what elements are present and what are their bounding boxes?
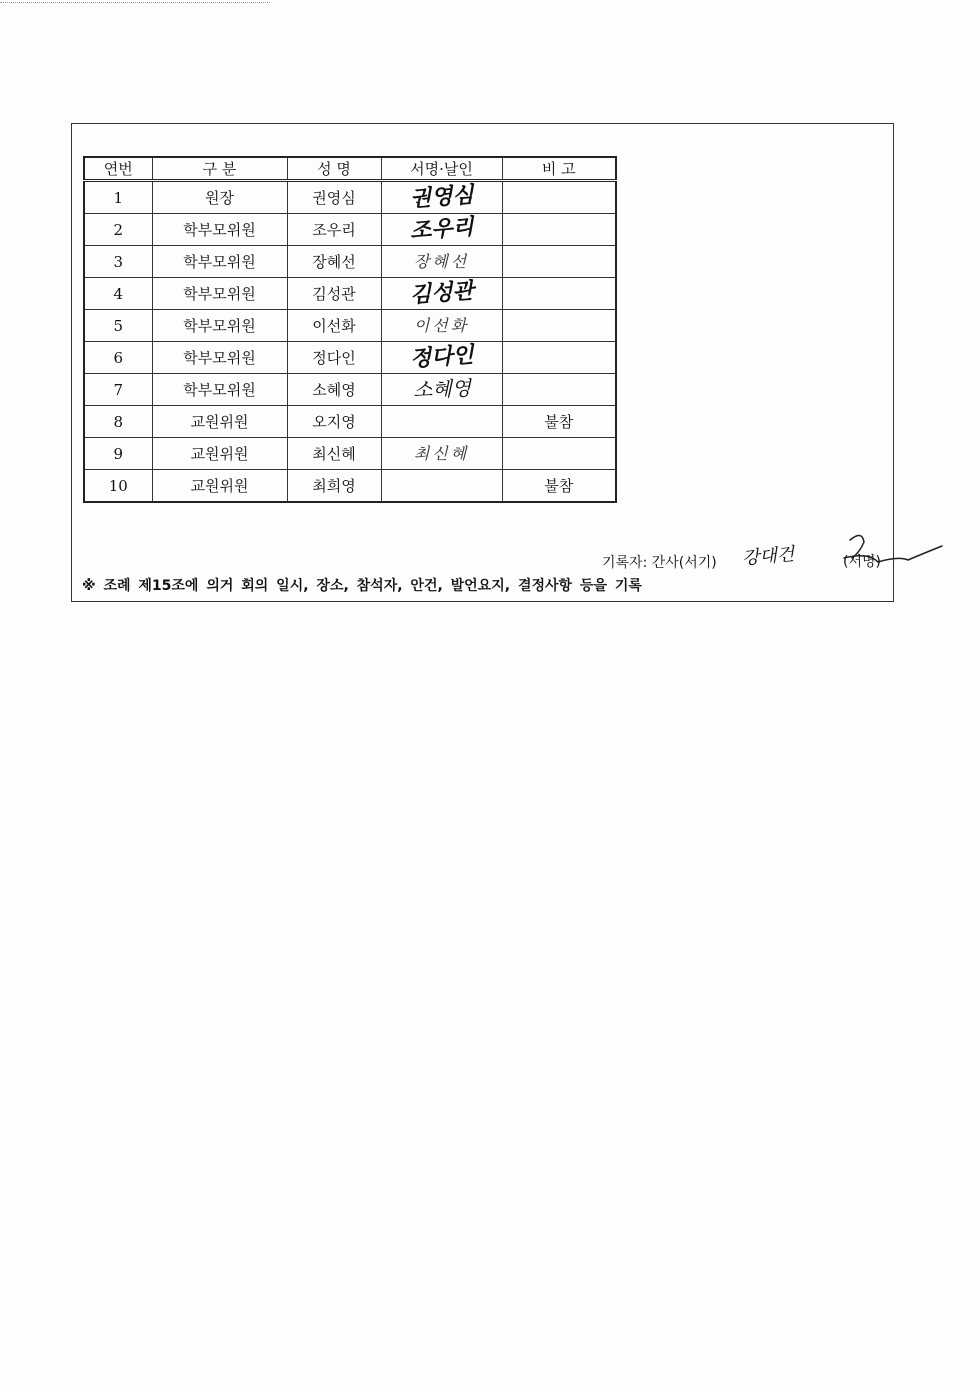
- table-row: [84, 438, 616, 470]
- table-row: [84, 181, 616, 214]
- footnote: ※ 조례 제15조에 의거 회의 일시, 장소, 참석자, 안건, 발언요지, 결정사항 등을 기록: [82, 578, 642, 594]
- cell-signature: [381, 342, 502, 374]
- cell-serial-number: 7: [84, 374, 152, 406]
- cell-category: 학부모위원: [152, 342, 287, 374]
- cell-signature: [381, 278, 502, 310]
- cell-name: 김성관: [287, 278, 381, 310]
- cell-remarks: [502, 246, 616, 278]
- header-serial-number: 연번: [84, 157, 152, 181]
- cell-remarks: [502, 374, 616, 406]
- handwritten-signature: 정다인: [408, 342, 475, 372]
- table-row: [84, 342, 616, 374]
- cell-remarks: [502, 214, 616, 246]
- cell-name: 최신혜: [287, 438, 381, 470]
- table-header-row: [84, 157, 616, 181]
- cell-signature: [381, 470, 502, 503]
- cell-name: 권영심: [287, 181, 381, 214]
- cell-category: 학부모위원: [152, 278, 287, 310]
- cell-category: 학부모위원: [152, 214, 287, 246]
- cell-remarks: [502, 342, 616, 374]
- cell-signature: [381, 310, 502, 342]
- cell-serial-number: 2: [84, 214, 152, 246]
- cell-name: 최희영: [287, 470, 381, 503]
- cell-serial-number: 1: [84, 181, 152, 214]
- cell-signature: [381, 246, 502, 278]
- cell-signature: [381, 214, 502, 246]
- cell-category: 학부모위원: [152, 246, 287, 278]
- cell-remarks: [502, 310, 616, 342]
- table-row: [84, 406, 616, 438]
- cell-serial-number: 5: [84, 310, 152, 342]
- cell-signature: [381, 181, 502, 214]
- cell-serial-number: 4: [84, 278, 152, 310]
- cell-category: 학부모위원: [152, 310, 287, 342]
- header-signature: 서명·날인: [381, 157, 502, 181]
- attendance-table: [83, 156, 617, 503]
- table-row: [84, 278, 616, 310]
- cell-signature: [381, 438, 502, 470]
- cell-name: 정다인: [287, 342, 381, 374]
- cell-name: 오지영: [287, 406, 381, 438]
- cell-serial-number: 9: [84, 438, 152, 470]
- cell-name: 소혜영: [287, 374, 381, 406]
- recorder-label: 기록자: 간사(서기): [602, 555, 717, 571]
- recorder-handwritten-signature: 강대건: [741, 543, 796, 570]
- handwritten-signature: 조우리: [408, 214, 475, 244]
- table-row: [84, 470, 616, 503]
- cell-category: 교원위원: [152, 438, 287, 470]
- cell-category: 학부모위원: [152, 374, 287, 406]
- cell-category: 교원위원: [152, 470, 287, 503]
- cell-remarks: [502, 438, 616, 470]
- handwritten-signature: 최신혜: [413, 443, 470, 463]
- cell-signature: [381, 406, 502, 438]
- cell-signature: [381, 374, 502, 406]
- handwritten-signature: 권영심: [408, 182, 475, 212]
- header-remarks: 비 고: [502, 157, 616, 181]
- cell-serial-number: 3: [84, 246, 152, 278]
- header-category: 구 분: [152, 157, 287, 181]
- cell-category: 교원위원: [152, 406, 287, 438]
- cell-serial-number: 10: [84, 470, 152, 503]
- cell-remarks: 불참: [502, 470, 616, 503]
- handwritten-signature: 이선화: [413, 315, 470, 335]
- signature-seal-label: (서명): [843, 554, 881, 570]
- cell-category: 원장: [152, 181, 287, 214]
- handwritten-signature: 김성관: [408, 278, 475, 308]
- handwritten-signature: 소혜영: [412, 375, 471, 403]
- cell-remarks: [502, 181, 616, 214]
- handwritten-signature: 장혜선: [413, 251, 470, 271]
- header-name: 성 명: [287, 157, 381, 181]
- table-row: [84, 214, 616, 246]
- cell-serial-number: 6: [84, 342, 152, 374]
- table-row: [84, 310, 616, 342]
- cell-serial-number: 8: [84, 406, 152, 438]
- table-row: [84, 246, 616, 278]
- cell-name: 조우리: [287, 214, 381, 246]
- cell-name: 이선화: [287, 310, 381, 342]
- table-row: [84, 374, 616, 406]
- scan-artifact-line: [0, 2, 270, 3]
- cell-name: 장혜선: [287, 246, 381, 278]
- cell-remarks: [502, 278, 616, 310]
- cell-remarks: 불참: [502, 406, 616, 438]
